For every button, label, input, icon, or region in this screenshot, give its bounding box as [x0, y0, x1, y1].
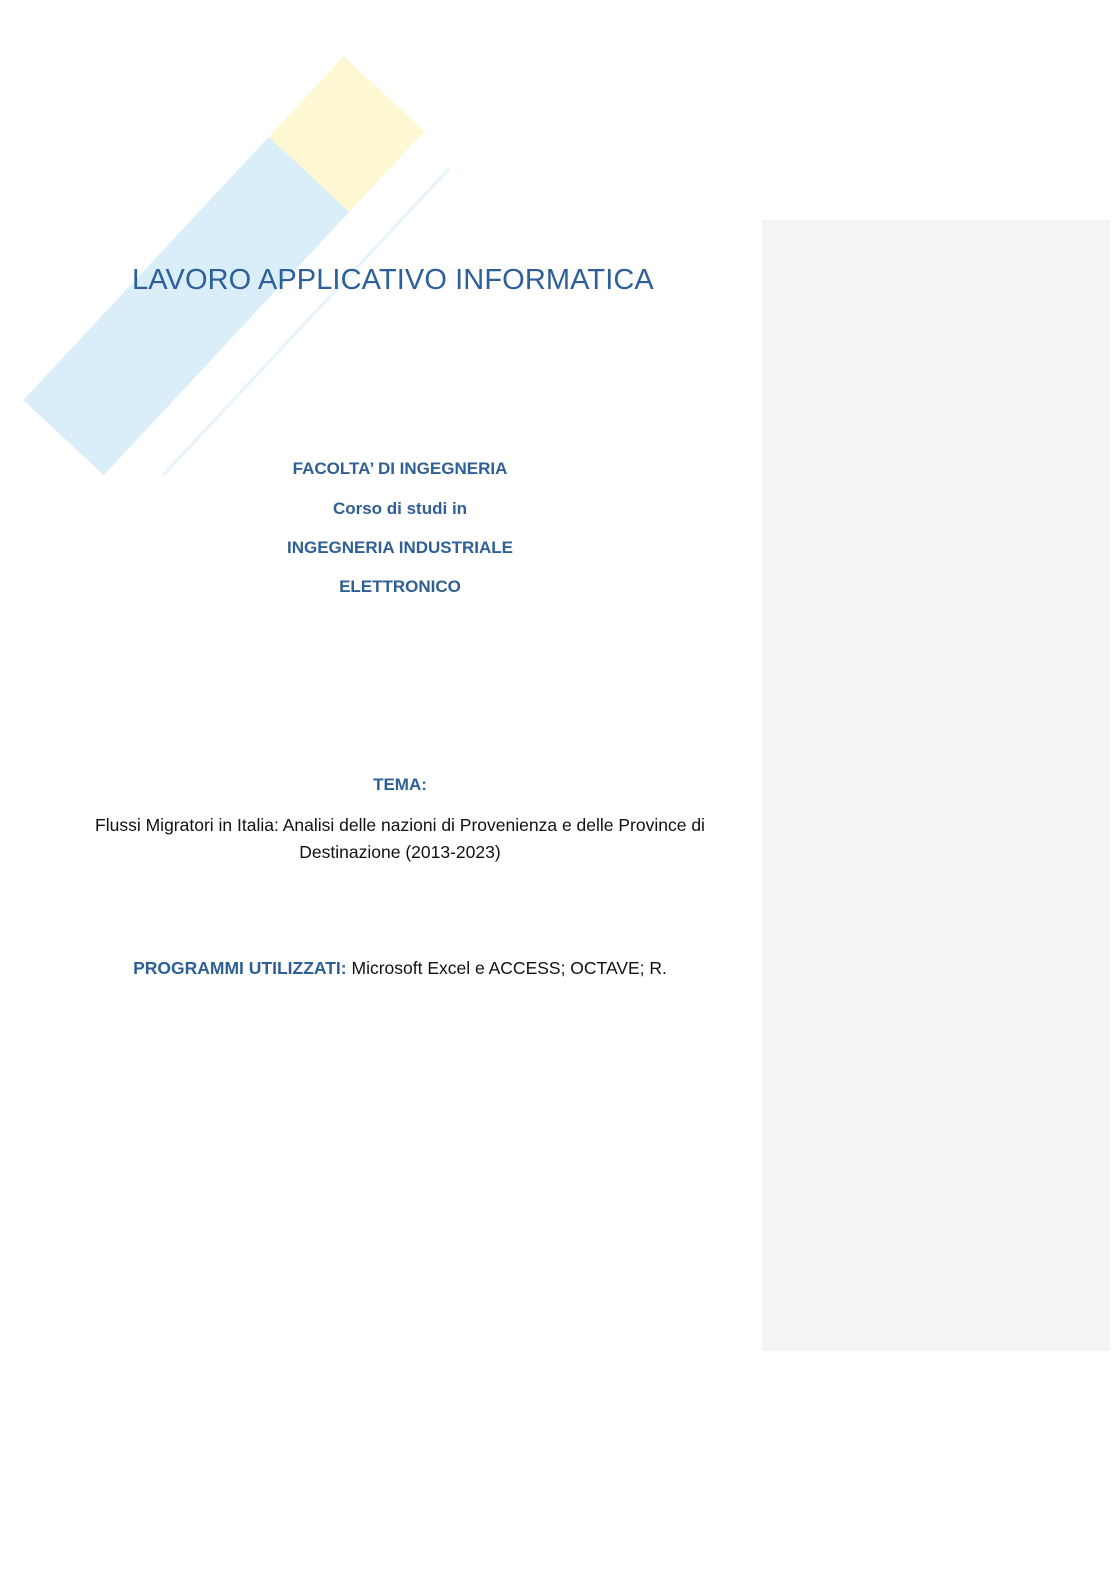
theme-label: TEMA: — [373, 775, 427, 794]
programs-line — [0, 958, 800, 979]
document-title: LAVORO APPLICATIVO INFORMATICA — [132, 264, 654, 296]
watermark-brand-band — [23, 137, 349, 475]
course-intro: Corso di studi in — [332, 499, 468, 518]
specialization: ELETTRONICO — [339, 577, 461, 596]
programs-value: Microsoft Excel e ACCESS; OCTAVE; R. — [346, 958, 667, 978]
course: INGEGNERIA INDUSTRIALE — [286, 538, 514, 557]
theme-text: Flussi Migratori in Italia: Analisi delle nazioni di Provenienza e delle Province di Destinazione (2013-2023) — [95, 815, 705, 862]
side-panel — [762, 220, 1110, 1351]
faculty: FACOLTA’ DI INGEGNERIA — [292, 459, 508, 478]
programs-label: PROGRAMMI UTILIZZATI: — [133, 958, 347, 978]
